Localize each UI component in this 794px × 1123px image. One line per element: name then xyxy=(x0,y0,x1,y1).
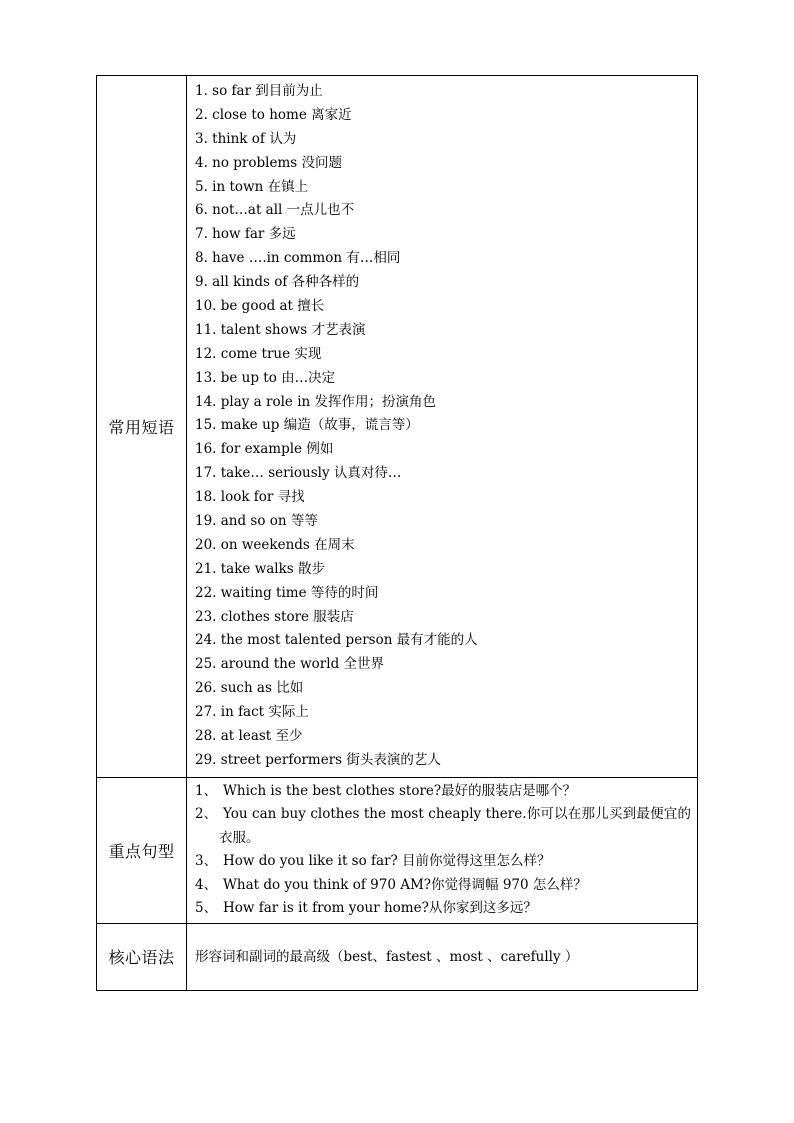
grammar-text: 形容词和副词的最高级（best、fastest 、most 、carefully ） xyxy=(195,948,579,965)
phrase-item: 6. not…at all 一点儿也不 xyxy=(195,202,355,219)
sentence-item xyxy=(195,803,691,850)
phrase-item: 29. street performers 街头表演的艺人 xyxy=(195,751,441,768)
sentence-item xyxy=(195,780,691,804)
sentence-number: 1、 xyxy=(195,782,218,799)
sentence-list xyxy=(195,778,691,923)
sentence-number: 5、 xyxy=(195,900,218,917)
phrase-item: 12. come true 实现 xyxy=(195,345,322,362)
sentences-label: 重点句型 xyxy=(97,777,187,923)
sentence-text: How do you like it so far? 目前你觉得这里怎么样？ xyxy=(223,853,551,870)
phrase-item: 15. make up 编造（故事，谎言等） xyxy=(195,417,419,434)
phrase-item: 9. all kinds of 各种各样的 xyxy=(195,274,360,291)
phrase-item: 3. think of 认为 xyxy=(195,130,297,147)
sentence-text: What do you think of 970 AM?你觉得调幅 970 怎么样？ xyxy=(223,876,587,893)
sentence-number: 2、 xyxy=(195,806,218,823)
sentence-item xyxy=(195,850,691,874)
sentence-number: 4、 xyxy=(195,876,218,893)
phrase-item: 2. close to home 离家近 xyxy=(195,106,352,123)
sentence-text: How far is it from your home?从你家到这多远？ xyxy=(223,900,537,917)
phrase-item: 8. have ….in common 有…相同 xyxy=(195,250,401,267)
sentence-text: You can buy clothes the most cheaply there.你可以在那儿买到最便宜的衣服。 xyxy=(219,806,691,846)
phrases-label: 常用短语 xyxy=(97,76,187,778)
phrase-item: 18. look for 寻找 xyxy=(195,489,305,506)
phrase-item: 4. no problems 没问题 xyxy=(195,154,342,171)
phrase-item: 23. clothes store 服装店 xyxy=(195,608,354,625)
phrase-item: 7. how far 多远 xyxy=(195,226,296,243)
grammar-label: 核心语法 xyxy=(97,923,187,990)
phrase-item: 22. waiting time 等待的时间 xyxy=(195,584,379,601)
phrase-item: 1. so far 到目前为止 xyxy=(195,83,323,99)
phrase-item: 19. and so on 等等 xyxy=(195,513,318,530)
phrase-item: 5. in town 在镇上 xyxy=(195,178,309,195)
phrase-list xyxy=(195,76,691,777)
phrase-item: 17. take… seriously 认真对待… xyxy=(195,465,402,482)
sentences-cell xyxy=(187,777,698,923)
phrases-row xyxy=(97,76,698,778)
phrase-item: 14. play a role in 发挥作用；扮演角色 xyxy=(195,393,437,410)
sentence-number: 3、 xyxy=(195,853,218,870)
grammar-row xyxy=(97,923,698,990)
phrase-item: 20. on weekends 在周末 xyxy=(195,536,355,553)
phrase-item: 16. for example 例如 xyxy=(195,441,334,458)
sentence-item xyxy=(195,897,691,921)
phrase-item: 28. at least 至少 xyxy=(195,728,303,745)
sentence-text: Which is the best clothes store?最好的服装店是哪个？ xyxy=(223,782,577,799)
phrase-item: 10. be good at 擅长 xyxy=(195,298,325,315)
phrase-item: 26. such as 比如 xyxy=(195,680,304,697)
phrases-cell xyxy=(187,76,698,778)
phrase-item: 27. in fact 实际上 xyxy=(195,704,309,721)
phrase-item: 11. talent shows 才艺表演 xyxy=(195,321,366,338)
summary-table xyxy=(96,75,698,991)
sentence-item xyxy=(195,874,691,898)
phrase-item: 21. take walks 散步 xyxy=(195,560,326,577)
phrase-item: 25. around the world 全世界 xyxy=(195,656,384,673)
phrase-item: 24. the most talented person 最有才能的人 xyxy=(195,632,478,649)
phrase-item: 13. be up to 由…决定 xyxy=(195,369,336,386)
grammar-cell xyxy=(187,923,698,990)
sentences-row xyxy=(97,777,698,923)
